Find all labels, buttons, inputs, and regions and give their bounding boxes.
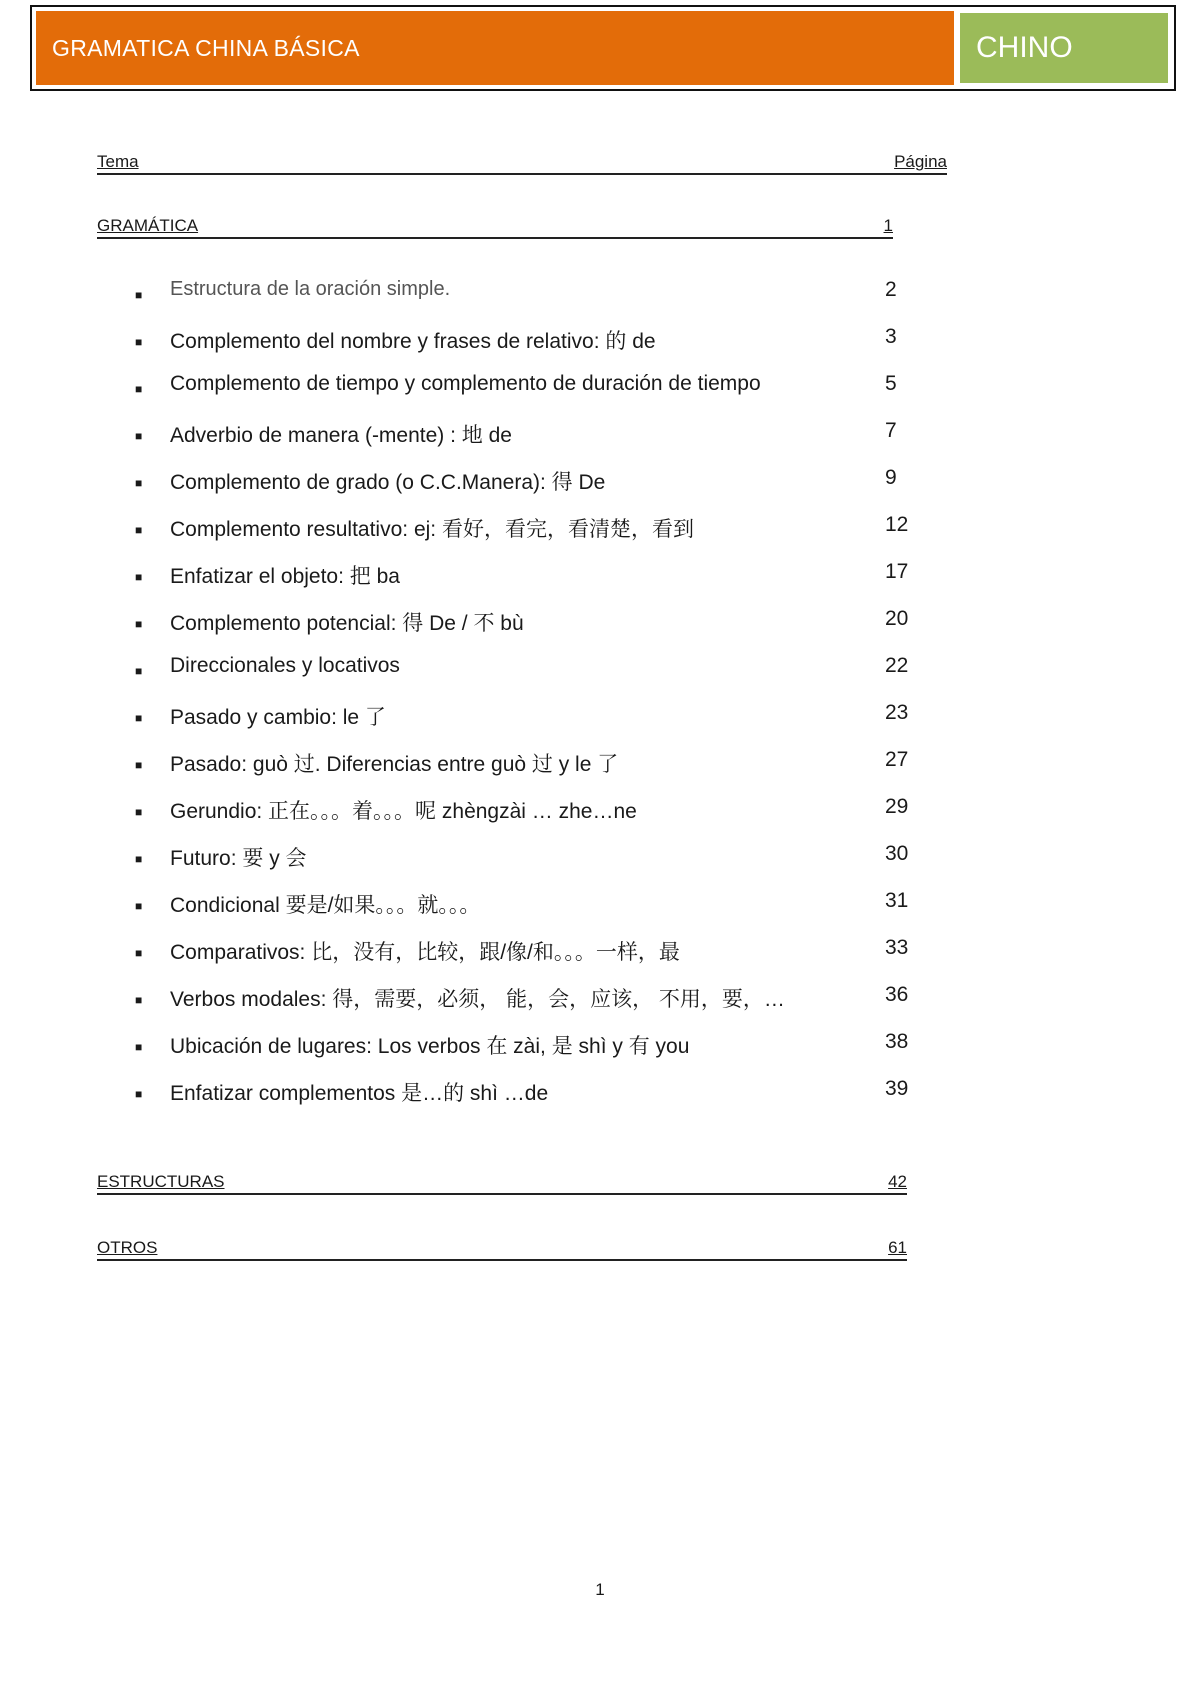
toc-item-text: Complemento potencial: 得 De / 不 bù: [170, 612, 524, 635]
toc-item-text: Adverbio de manera (-mente) : 地 de: [170, 424, 512, 447]
toc-item-page: 39: [885, 1077, 909, 1100]
toc-section-otros[interactable]: [97, 1235, 907, 1261]
bullet-icon: ■: [135, 1040, 143, 1054]
toc-item[interactable]: [97, 701, 917, 748]
toc-item[interactable]: [97, 419, 917, 466]
toc-item-text: Pasado y cambio: le 了: [170, 706, 386, 729]
bullet-icon: ■: [135, 664, 143, 678]
toc-item-page: 36: [885, 983, 909, 1006]
toc-item-page: 33: [885, 936, 909, 959]
toc-item[interactable]: [97, 983, 917, 1030]
section-page: 1: [883, 216, 893, 235]
toc-item[interactable]: [97, 325, 917, 372]
toc-item[interactable]: [97, 1030, 917, 1077]
toc-item-text: Enfatizar complementos 是…的 shì …de: [170, 1082, 549, 1105]
toc-item-list: [97, 278, 917, 1124]
toc-section-gramatica[interactable]: [97, 213, 893, 239]
toc-item-page: 17: [885, 560, 909, 583]
toc-item[interactable]: [97, 466, 917, 513]
toc-item-text: Ubicación de lugares: Los verbos 在 zài, 是 shì y 有 you: [170, 1035, 690, 1058]
bullet-icon: ■: [135, 805, 143, 819]
toc-item[interactable]: [97, 278, 917, 325]
toc-item-text: Complemento de tiempo y complemento de duración de tiempo: [170, 372, 761, 395]
toc-item[interactable]: [97, 842, 917, 889]
bullet-icon: ■: [135, 617, 143, 631]
document-title: GRAMATICA CHINA BÁSICA: [36, 11, 954, 85]
toc-item-page: 7: [885, 419, 897, 442]
toc-item-page: 9: [885, 466, 897, 489]
bullet-icon: ■: [135, 570, 143, 584]
page-number: 1: [595, 1580, 605, 1599]
bullet-icon: ■: [135, 899, 143, 913]
toc-item[interactable]: [97, 795, 917, 842]
toc-item-page: 3: [885, 325, 897, 348]
language-tag: CHINO: [958, 11, 1170, 85]
toc-item-page: 20: [885, 607, 909, 630]
bullet-icon: ■: [135, 852, 143, 866]
section-label: OTROS: [97, 1238, 158, 1257]
toc-page-heading: Página: [894, 152, 947, 171]
bullet-icon: ■: [135, 429, 143, 443]
toc-item-text: Complemento de grado (o C.C.Manera): 得 De: [170, 471, 606, 494]
toc-item-page: 12: [885, 513, 909, 536]
toc-item-text: Pasado: guò 过. Diferencias entre guò 过 y le 了: [170, 753, 619, 776]
toc-item[interactable]: [97, 607, 917, 654]
bullet-icon: ■: [135, 476, 143, 490]
toc-item-page: 31: [885, 889, 909, 912]
toc-item-text: Complemento resultativo: ej: 看好，看完，看清楚，看到: [170, 518, 694, 541]
toc-item[interactable]: [97, 889, 917, 936]
bullet-icon: ■: [135, 382, 143, 396]
toc-item-text: Gerundio: 正在。。。着。。。呢 zhèngzài … zhe…ne: [170, 800, 637, 823]
toc-item[interactable]: [97, 748, 917, 795]
toc-item-page: 22: [885, 654, 909, 677]
toc-item-page: 27: [885, 748, 909, 771]
section-page: 61: [888, 1238, 907, 1257]
toc-item-page: 2: [885, 278, 897, 301]
toc-item-page: 5: [885, 372, 897, 395]
toc-item-page: 29: [885, 795, 909, 818]
toc-item[interactable]: [97, 654, 917, 701]
toc-topic-heading: Tema: [97, 152, 139, 171]
toc-item-text: Comparativos: 比，没有，比较，跟/像/和。。。一样，最: [170, 941, 680, 964]
section-page: 42: [888, 1172, 907, 1191]
toc-item[interactable]: [97, 372, 917, 419]
toc-item[interactable]: [97, 560, 917, 607]
bullet-icon: ■: [135, 1087, 143, 1101]
bullet-icon: ■: [135, 523, 143, 537]
toc-item-page: 38: [885, 1030, 909, 1053]
toc-item-page: 30: [885, 842, 909, 865]
toc-item-page: 23: [885, 701, 909, 724]
bullet-icon: ■: [135, 711, 143, 725]
document-header: [30, 5, 1176, 91]
section-label: GRAMÁTICA: [97, 216, 199, 235]
toc-item-text: Direccionales y locativos: [170, 654, 400, 677]
bullet-icon: ■: [135, 758, 143, 772]
toc-item[interactable]: [97, 513, 917, 560]
toc-item-text: Complemento del nombre y frases de relativo: 的 de: [170, 330, 656, 353]
bullet-icon: ■: [135, 288, 143, 302]
toc-item-text: Futuro: 要 y 会: [170, 847, 307, 870]
toc-column-header: [97, 150, 947, 175]
toc-item-text: Enfatizar el objeto: 把 ba: [170, 565, 400, 588]
bullet-icon: ■: [135, 335, 143, 349]
toc-item-text: Estructura de la oración simple.: [170, 278, 451, 300]
toc-item[interactable]: [97, 936, 917, 983]
toc-item-text: Verbos modales: 得，需要，必须， 能，会，应该， 不用，要，…: [170, 988, 785, 1011]
toc-item[interactable]: [97, 1077, 917, 1124]
toc-item-text: Condicional 要是/如果。。。就。。。: [170, 894, 481, 917]
bullet-icon: ■: [135, 993, 143, 1007]
section-label: ESTRUCTURAS: [97, 1172, 225, 1191]
toc-section-estructuras[interactable]: [97, 1169, 907, 1195]
bullet-icon: ■: [135, 946, 143, 960]
